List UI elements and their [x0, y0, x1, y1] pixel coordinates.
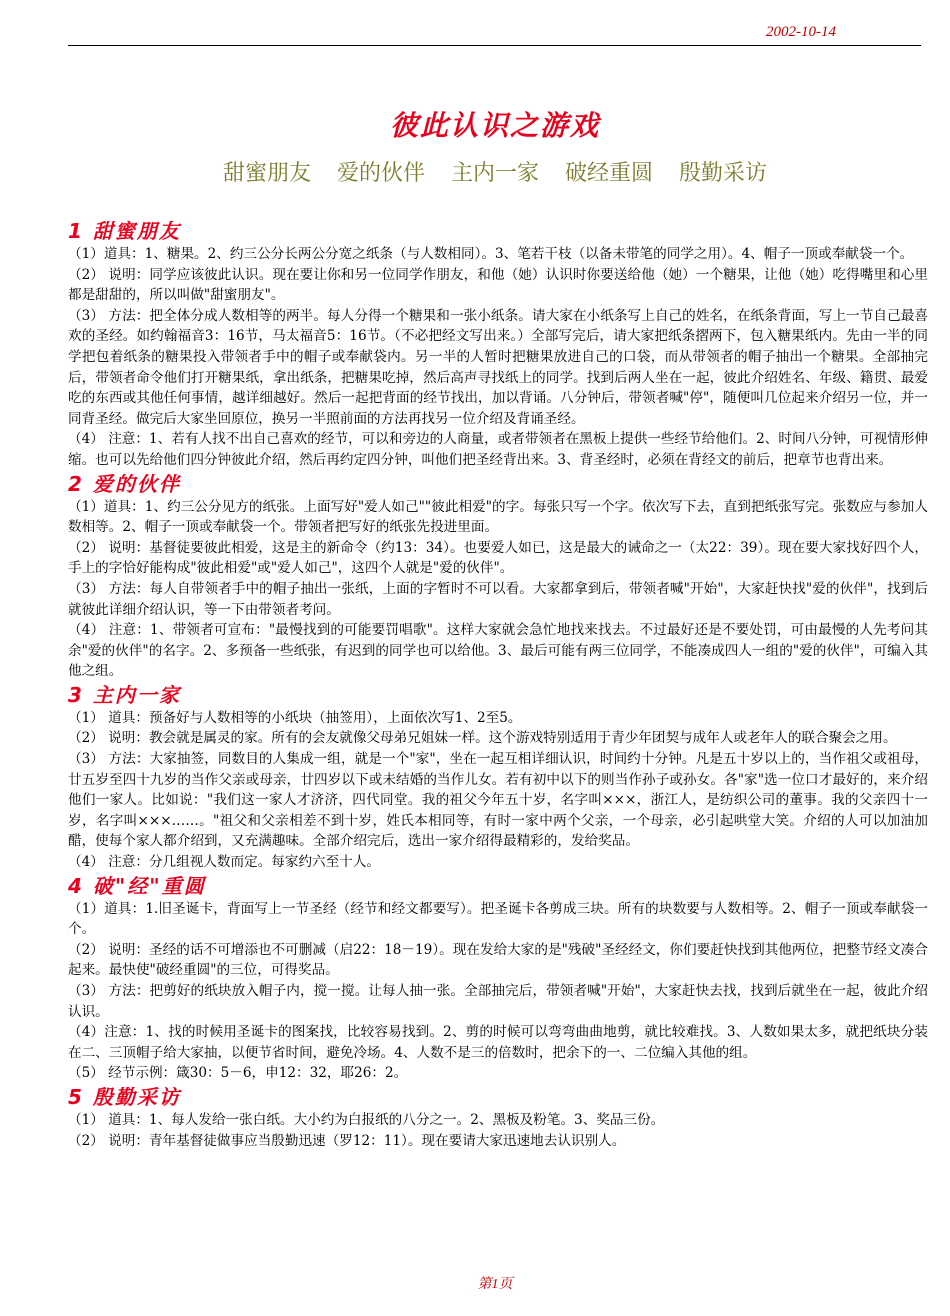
header-rule [68, 45, 921, 46]
section-paragraph: （1） 道具：1、每人发给一张白纸。大小约为白报纸的八分之一。2、黑板及粉笔。3、奖品三份。 [68, 1111, 665, 1128]
subtitle-item: 爱的伙伴 [336, 161, 425, 186]
section-heading: 2 爱的伙伴 [68, 471, 181, 496]
section-paragraph: （3） 方法：大家抽签，同数目的人集成一组，就是一个"家"，坐在一起互相详细认识，时间约十分钟。凡是五十岁以上的，当作祖父或祖母，廿五岁至四十九岁的当作父亲或母亲，廿四岁以下或未结婚的当作儿女。若有初中以下的则当作孙子或孙女。各"家"选一位口才最好的，来介绍他们一家人。比如说："我们这一家人才济济，四代同堂。我的祖父今年五十岁，名字叫×××，浙江人，是纺织公司的董事。我的父亲四十一岁，名字叫×××……。"祖父和父亲相差不到十岁，姓氏本相同等，有时一家中两个父亲，一个母亲，必引起哄堂大笑。介绍的人可以加油加醋，使每个家人都介绍到，又充满趣味。全部介绍完后，选出一家介绍得最精彩的，发给奖品。 [68, 751, 928, 850]
section-paragraph: （3） 方法：把全体分成人数相等的两半。每人分得一个糖果和一张小纸条。请大家在小纸条写上自己的姓名，在纸条背面，写上一节自己最喜欢的圣经。如约翰福音3：16节，马太福音5：16节。（不必把经文写出来。）全部写完后，请大家把纸条摺两下，包入糖果纸内。先由一半的同学把包着纸条的糖果投入带领者手中的帽子或奉献袋内。另一半的人暂时把糖果放进自己的口袋，而从带领者的帽子抽出一个糖果。全部抽完后，带领者命令他们打开糖果纸，拿出纸条，把糖果吃掉，然后高声寻找纸上的同学。找到后两人坐在一起，彼此介绍姓名、年级、籍贯、最爱吃的东西或其他任何事情，越详细越好。然后一起把背面的经节找出，加以背诵。八分钟后，带领者喊"停"，随便叫几位起来介绍另一位，并一同背圣经。做完后大家坐回原位，换另一半照前面的方法再找另一位介绍及背诵圣经。 [68, 307, 928, 427]
subtitle-item: 殷勤采访 [679, 161, 768, 186]
section-paragraph: （1） 道具：预备好与人数相等的小纸块（抽签用），上面依次写1、2至5。 [68, 709, 522, 726]
subtitle-item: 甜蜜朋友 [222, 161, 311, 186]
section-paragraph: （1）道具：1、约三公分见方的纸张。上面写好"爱人如己""彼此相爱"的字。每张只写一个字。依次写下去，直到把纸张写完。张数应与参加人数相等。2、帽子一顶或奉献袋一个。带领者把写好的纸张先投进里面。 [68, 498, 928, 536]
section-paragraph: （2） 说明：教会就是属灵的家。所有的会友就像父母弟兄姐妹一样。这个游戏特别适用于青少年团契与成年人或老年人的联合聚会之用。 [68, 730, 897, 747]
subtitle-item: 主内一家 [450, 161, 539, 186]
subtitle-item: 破经重圆 [565, 161, 654, 186]
section-heading: 3 主内一家 [68, 682, 181, 707]
section-heading: 5 殷勤采访 [68, 1084, 181, 1109]
section-paragraph: （1）道具：1.旧圣诞卡，背面写上一节圣经（经节和经文都要写）。把圣诞卡各剪成三块。所有的块数要与人数相等。2、帽子一顶或奉献袋一个。 [68, 900, 928, 938]
section-paragraph: （2） 说明：同学应该彼此认识。现在要让你和另一位同学作朋友，和他（她）认识时你要送给他（她）一个糖果，让他（她）吃得嘴里和心里都是甜甜的，所以叫做"甜蜜朋友"。 [68, 266, 928, 304]
section-paragraph: （4） 注意：1、带领者可宣布："最慢找到的可能要罚唱歌"。这样大家就会急忙地找来找去。不过最好还是不要处罚，可由最慢的人先考问其余"爱的伙伴"的名字。2、多预备一些纸张，有迟到的同学也可以给他。3、最后可能有两三位同学，不能凑成四人一组的"爱的伙伴"，可编入其他之组。 [68, 622, 928, 680]
document-body [68, 218, 928, 1151]
section-paragraph: （1）道具：1、糖果。2、约三公分长两公分宽之纸条（与人数相同）。3、笔若干枝（以备未带笔的同学之用）。4、帽子一顶或奉献袋一个。 [68, 246, 914, 262]
section-heading: 1 甜蜜朋友 [68, 219, 181, 243]
header-date: 2002-10-14 [766, 24, 836, 40]
section-paragraph: （3） 方法：每人自带领者手中的帽子抽出一张纸，上面的字暂时不可以看。大家都拿到后，带领者喊"开始"，大家赶快找"爱的伙伴"，找到后就彼此详细介绍认识，等一下由带领者考问。 [68, 580, 928, 618]
section-paragraph: （4） 注意：1、若有人找不出自己喜欢的经节，可以和旁边的人商量，或者带领者在黑板上提供一些经节给他们。2、时间八分钟，可视情形伸缩。也可以先给他们四分钟彼此介绍，然后再约定四分钟，叫他们把圣经背出来。3、背圣经时，必须在背经文的前后，把章节也背出来。 [68, 431, 928, 468]
section-paragraph: （4）注意：1、找的时候用圣诞卡的图案找，比较容易找到。2、剪的时候可以弯弯曲曲地剪，就比较难找。3、人数如果太多，就把纸块分装在二、三顶帽子给大家抽，以便节省时间，避免冷场。4、人数不是三的倍数时，把余下的一、二位编入其他的组。 [68, 1024, 928, 1061]
page-number: 第1页 [477, 1277, 513, 1292]
page-title: 彼此认识之游戏 [389, 109, 600, 142]
subtitle-list [0, 156, 950, 187]
section-paragraph: （2） 说明：圣经的话不可增添也不可删减（启22：18－19）。现在发给大家的是"残破"圣经经文，你们要赶快找到其他两位，把整节经文凑合起来。最快使"破经重圆"的三位，可得奖品。 [68, 941, 928, 979]
section-paragraph: （2） 说明：青年基督徒做事应当殷勤迅速（罗12：11）。现在要请大家迅速地去认识别人。 [68, 1132, 626, 1149]
section-heading: 4 破"经"重圆 [68, 873, 206, 898]
section-paragraph: （2） 说明：基督徒要彼此相爱，这是主的新命令（约13：34）。也要爱人如已，这是最大的诫命之一（太22：39）。现在要大家找好四个人，手上的字恰好能构成"彼此相爱"或"爱人如己"，这四个人就是"爱的伙伴"。 [68, 539, 928, 577]
section-paragraph: （5） 经节示例：箴30：5－6，申12：32，耶26：2。 [68, 1065, 408, 1082]
section-paragraph: （3） 方法：把剪好的纸块放入帽子内，搅一搅。让每人抽一张。全部抽完后，带领者喊"开始"，大家赶快去找，找到后就坐在一起，彼此介绍认识。 [68, 983, 928, 1020]
section-paragraph: （4） 注意：分几组视人数而定。每家约六至十人。 [68, 854, 381, 871]
